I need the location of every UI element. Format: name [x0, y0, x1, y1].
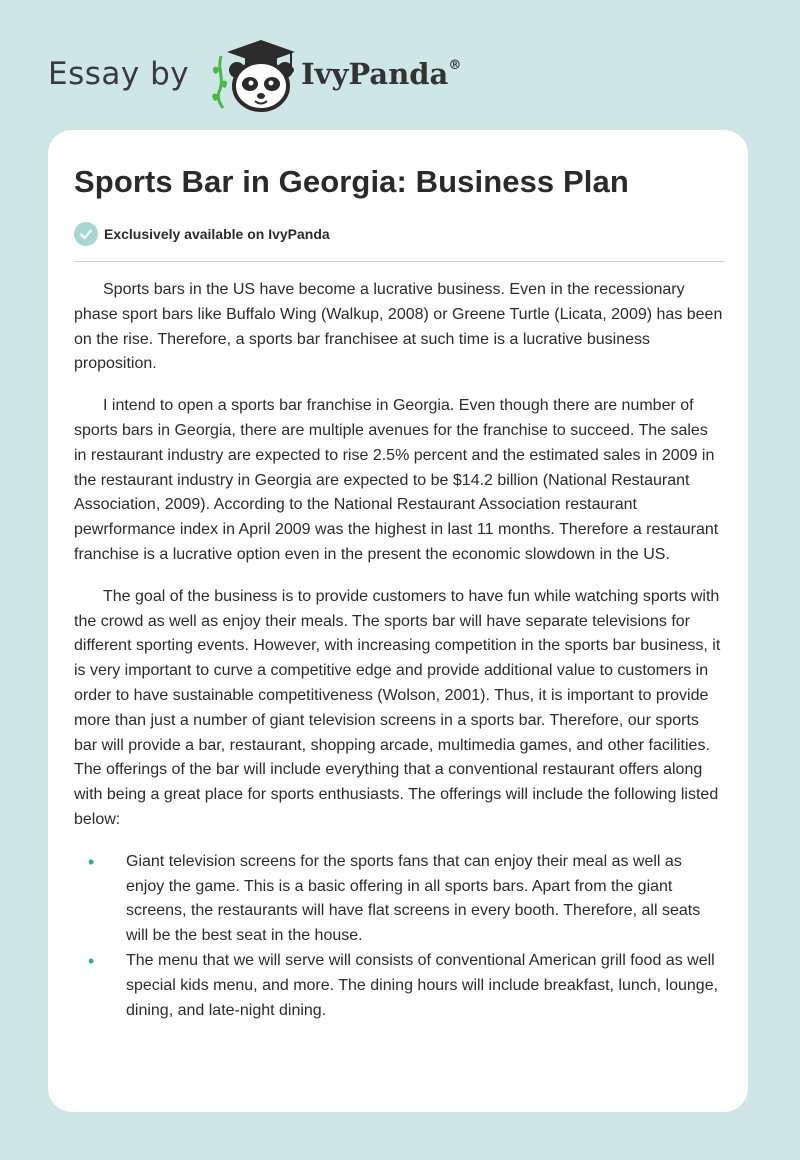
- exclusive-badge: [74, 222, 330, 246]
- checkmark-badge-icon: [74, 222, 98, 246]
- essay-by-label: Essay by: [48, 56, 190, 92]
- paragraph: I intend to open a sports bar franchise in Georgia. Even though there are number of sports bars in Georgia, there are multiple avenues for the franchise to succeed. The sales in restaurant industry are expected to rise 2.5% percent and the estimated sales in 2009 in the restaurant industry in Georgia are expected to be $14.2 billion (National Restaurant Association, 2009). According to the National Restaurant Association restaurant pewrformance index in April 2009 was the highest in last 11 months. Therefore a restaurant franchise is a lucrative option even in the present the economic slowdown in the US.: [74, 397, 719, 563]
- bullet-dot-icon: •: [88, 950, 95, 971]
- page-title: Sports Bar in Georgia: Business Plan: [74, 164, 629, 199]
- ivypanda-logo-icon[interactable]: [207, 34, 297, 114]
- essay-body: [74, 278, 724, 1023]
- ivypanda-wordmark: IvyPanda®: [301, 57, 462, 91]
- list-item: [74, 850, 724, 949]
- essay-card: [48, 130, 748, 1112]
- list-item-text: The menu that we will serve will consists of conventional American grill food as well special kids menu, and more. The dining hours will include breakfast, lunch, lounge, dining, and late-night dining.: [126, 951, 719, 1019]
- list-item-text: Giant television screens for the sports fans that can enjoy their meal as well as enjoy the game. This is a basic offering in all sports bars. Apart from the giant screens, the restaurants will have flat screens in every booth. Therefore, all seats will be the best seat in the house.: [126, 852, 701, 945]
- exclusive-label: Exclusively available on IvyPanda: [104, 226, 330, 242]
- paragraph: Sports bars in the US have become a lucrative business. Even in the recessionary phase sport bars like Buffalo Wing (Walkup, 2008) or Greene Turtle (Licata, 2009) has been on the rise. Therefore, a sports bar franchisee at such time is a lucrative business proposition.: [74, 281, 723, 373]
- offerings-list: [74, 850, 724, 1024]
- brand-header: [48, 34, 461, 114]
- paragraph: The goal of the business is to provide customers to have fun while watching sports with the crowd as well as enjoy their meals. The sports bar will have separate televisions for different sporting events. However, with increasing competition in the sports bar business, it is very important to curve a competitive edge and provide additional value to customers in order to have sustainable competitiveness (Wolson, 2001). Thus, it is important to provide more than just a number of giant television screens in a sports bar. Therefore, our sports bar will provide a bar, restaurant, shopping arcade, multimedia games, and other facilities. The offerings of the bar will include everything that a conventional restaurant offers along with being a great place for sports enthusiasts. The offerings will include the following listed below:: [74, 587, 721, 828]
- list-item: [74, 949, 724, 1023]
- bullet-dot-icon: •: [88, 851, 95, 872]
- divider: [74, 261, 724, 262]
